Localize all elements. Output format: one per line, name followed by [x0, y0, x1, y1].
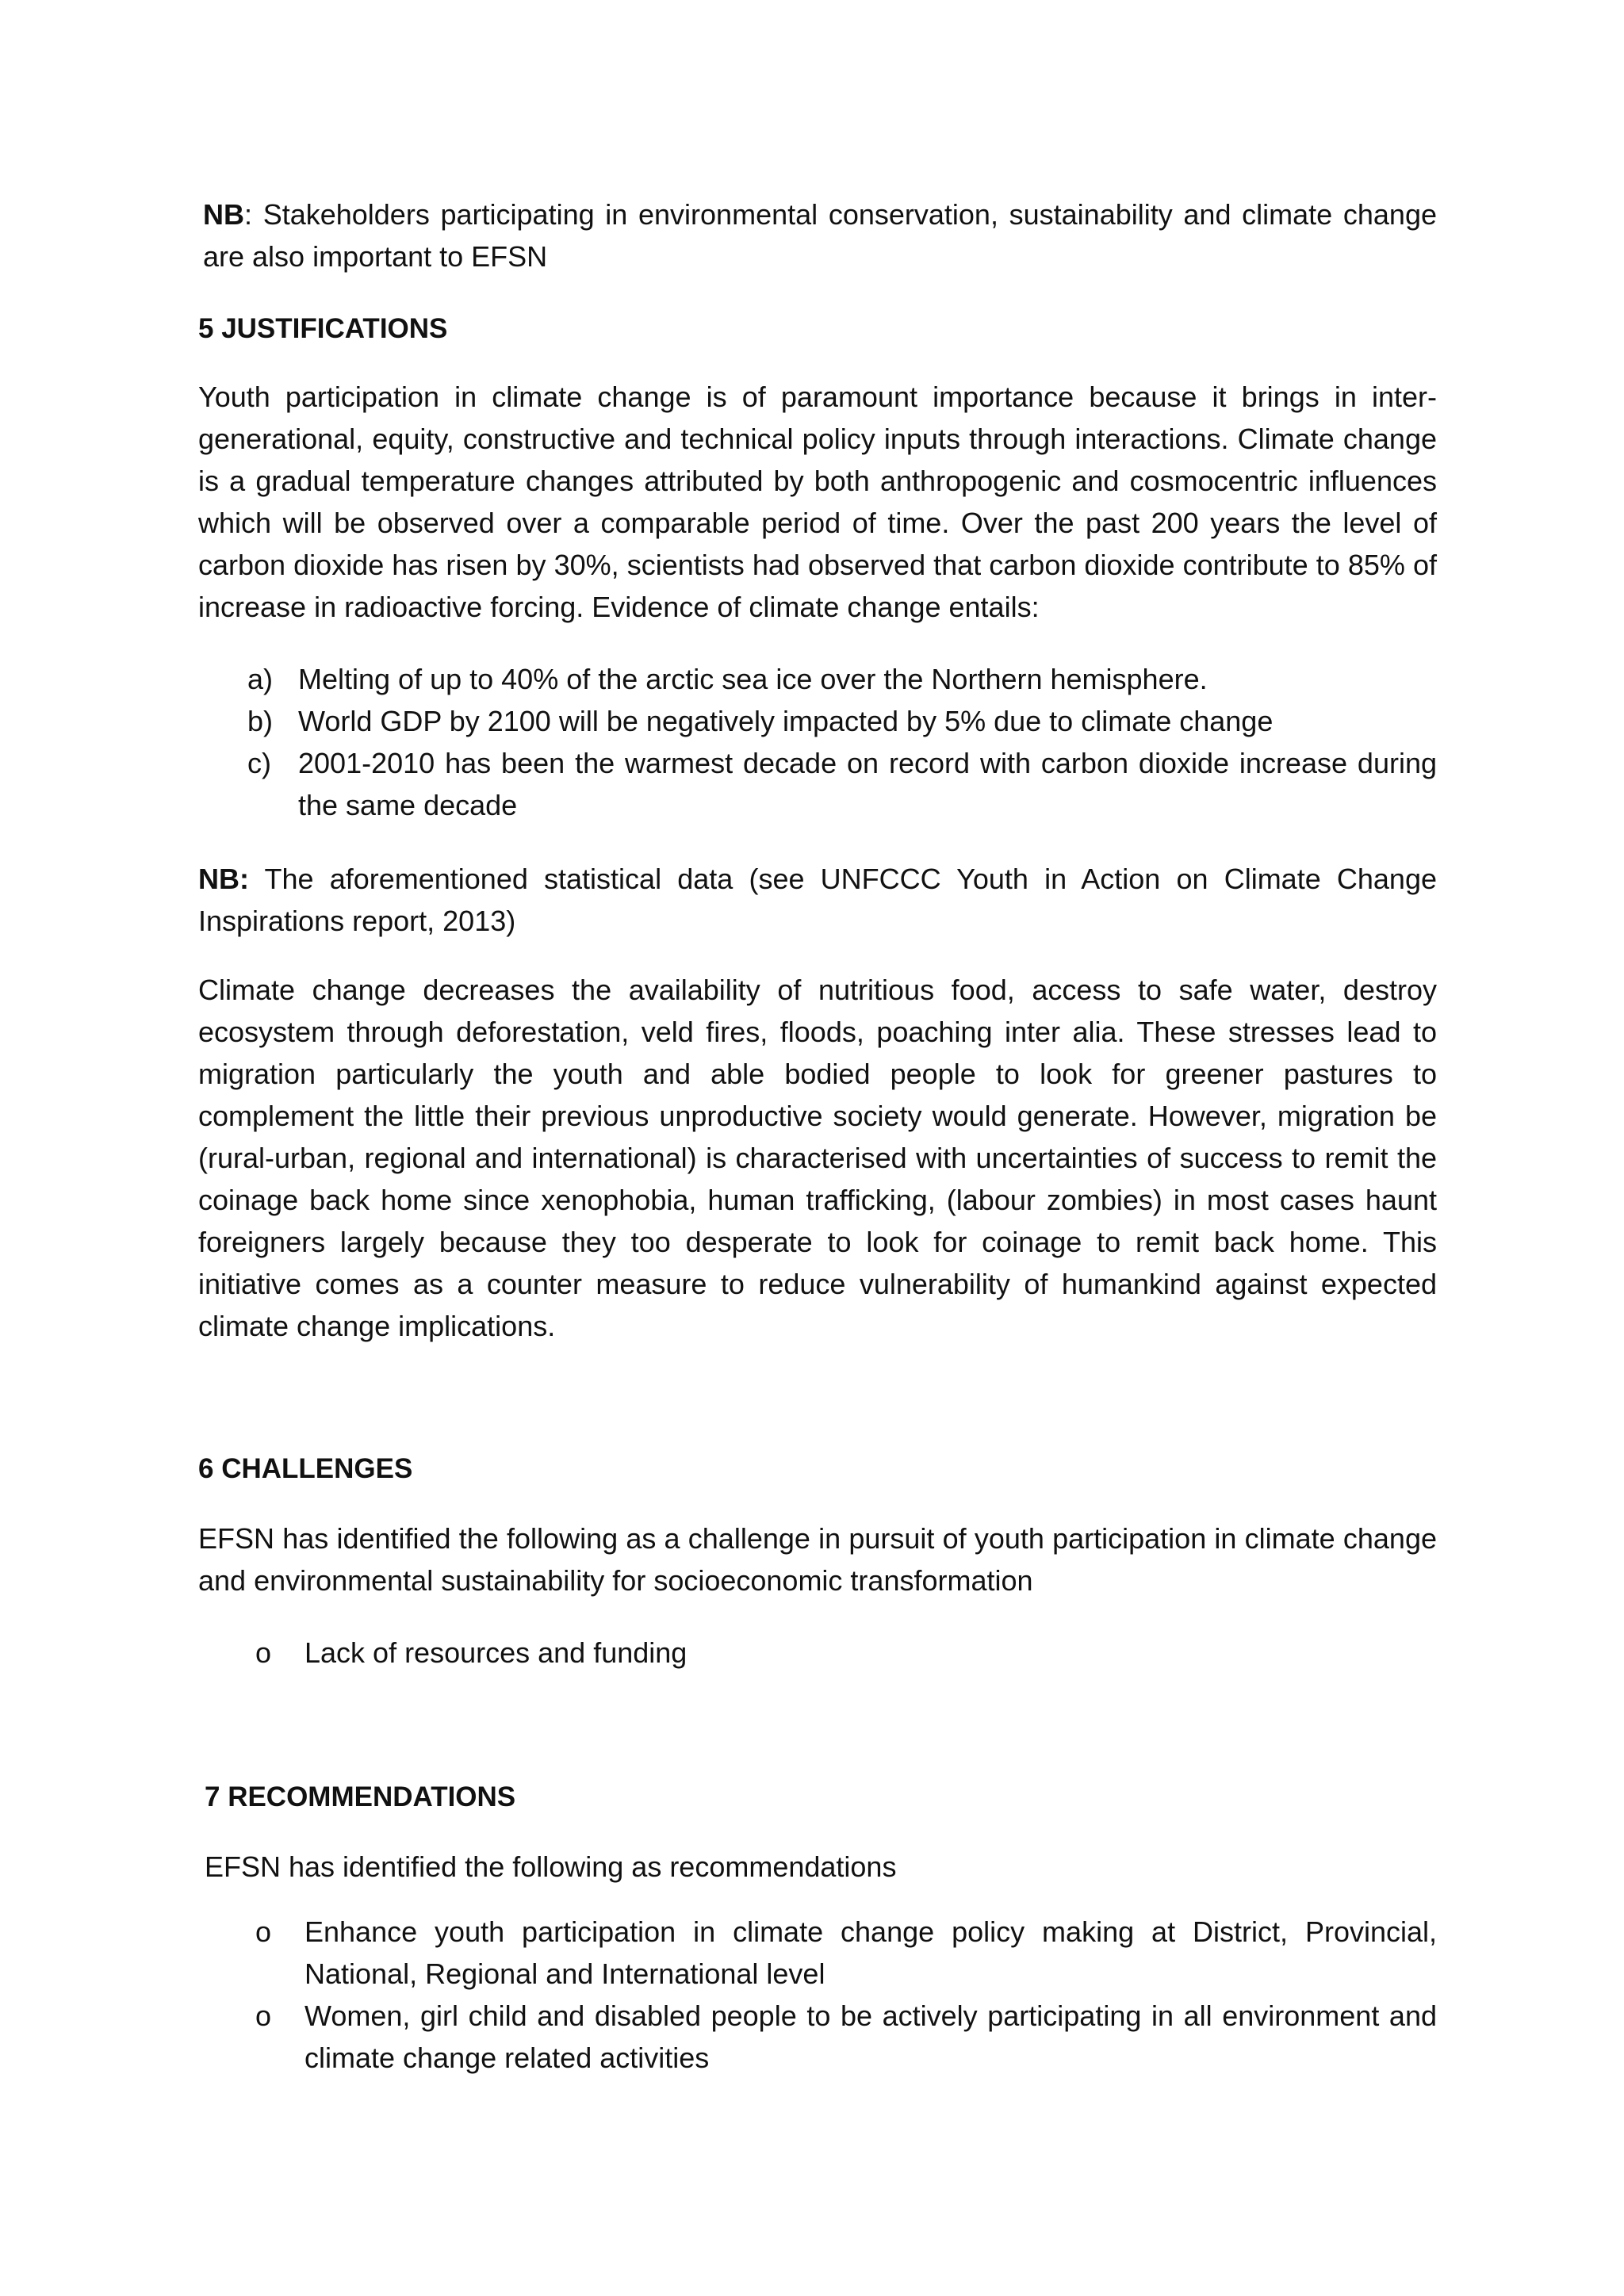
recommendations-intro: EFSN has identified the following as recommendations [205, 1850, 897, 1883]
recommendation-bullet-2: o [255, 1999, 272, 2032]
nb-stakeholders-text: : Stakeholders participating in environmental conservation, sustainability and climate change are also important to EFSN [203, 198, 1437, 273]
recommendation-bullet-1: o [255, 1915, 272, 1948]
challenge-bullet: o [255, 1636, 272, 1669]
climate-impact-paragraph: Climate change decreases the availability of nutritious food, access to safe water, destroy ecosystem through deforestation, veld fires, floods, poaching inter alia. These stresses lead to migration particularly the youth and able bodied people to look for greener pastures to complement the little their previous unproductive society would generate. However, migration be (rural-urban, regional and international) is characterised with uncertainties of success to remit the coinage back home since xenophobia, human trafficking, (labour zombies) in most cases haunt foreigners largely because they too desperate to look for coinage to remit back home. This initiative comes as a counter measure to reduce vulnerability of humankind against expected climate change implications. [198, 974, 1437, 1342]
recommendation-text-1: Enhance youth participation in climate change policy making at District, Provincial, National, Regional and International level [304, 1915, 1437, 1990]
challenge-text: Lack of resources and funding [304, 1636, 688, 1669]
recommendation-item-1 [255, 1911, 1437, 1995]
evidence-item-a [247, 658, 1437, 700]
nb-statistics-label: NB: [198, 863, 249, 895]
evidence-text-a: Melting of up to 40% of the arctic sea ice over the Northern hemisphere. [298, 663, 1208, 695]
recommendation-item-2 [255, 1995, 1437, 2079]
recommendation-text-2: Women, girl child and disabled people to be actively participating in all environment and climate change related activities [304, 1999, 1437, 2074]
challenges-heading: 6 CHALLENGES [198, 1453, 413, 1484]
evidence-marker-a: a) [247, 663, 274, 695]
evidence-text-b: World GDP by 2100 will be negatively impacted by 5% due to climate change [298, 705, 1274, 737]
recommendations-heading: 7 RECOMMENDATIONS [205, 1781, 516, 1812]
nb-stakeholders-note [203, 193, 1437, 277]
nb-statistics-text: The aforementioned statistical data (see UNFCCC Youth in Action on Climate Change Inspirations report, 2013) [198, 863, 1437, 937]
justifications-heading: 5 JUSTIFICATIONS [198, 313, 448, 344]
challenges-intro: EFSN has identified the following as a challenge in pursuit of youth participation in climate change and environmental sustainability for socioeconomic transformation [198, 1522, 1437, 1597]
justifications-paragraph: Youth participation in climate change is of paramount importance because it brings in inter-generational, equity, constructive and technical policy inputs through interactions. Climate change is a gradual temperature changes attributed by both anthropogenic and cosmocentric influences which will be observed over a comparable period of time. Over the past 200 years the level of carbon dioxide has risen by 30%, scientists had observed that carbon dioxide contribute to 85% of increase in radioactive forcing. Evidence of climate change entails: [198, 381, 1437, 623]
evidence-marker-b: b) [247, 705, 274, 737]
evidence-marker-c: c) [247, 747, 271, 779]
evidence-item-c [247, 742, 1437, 826]
nb-statistics-note [198, 858, 1437, 942]
challenge-item [255, 1632, 1437, 1674]
evidence-item-b [247, 700, 1437, 742]
nb-label: NB [203, 198, 244, 231]
evidence-text-c: 2001-2010 has been the warmest decade on record with carbon dioxide increase during the same decade [298, 747, 1437, 821]
